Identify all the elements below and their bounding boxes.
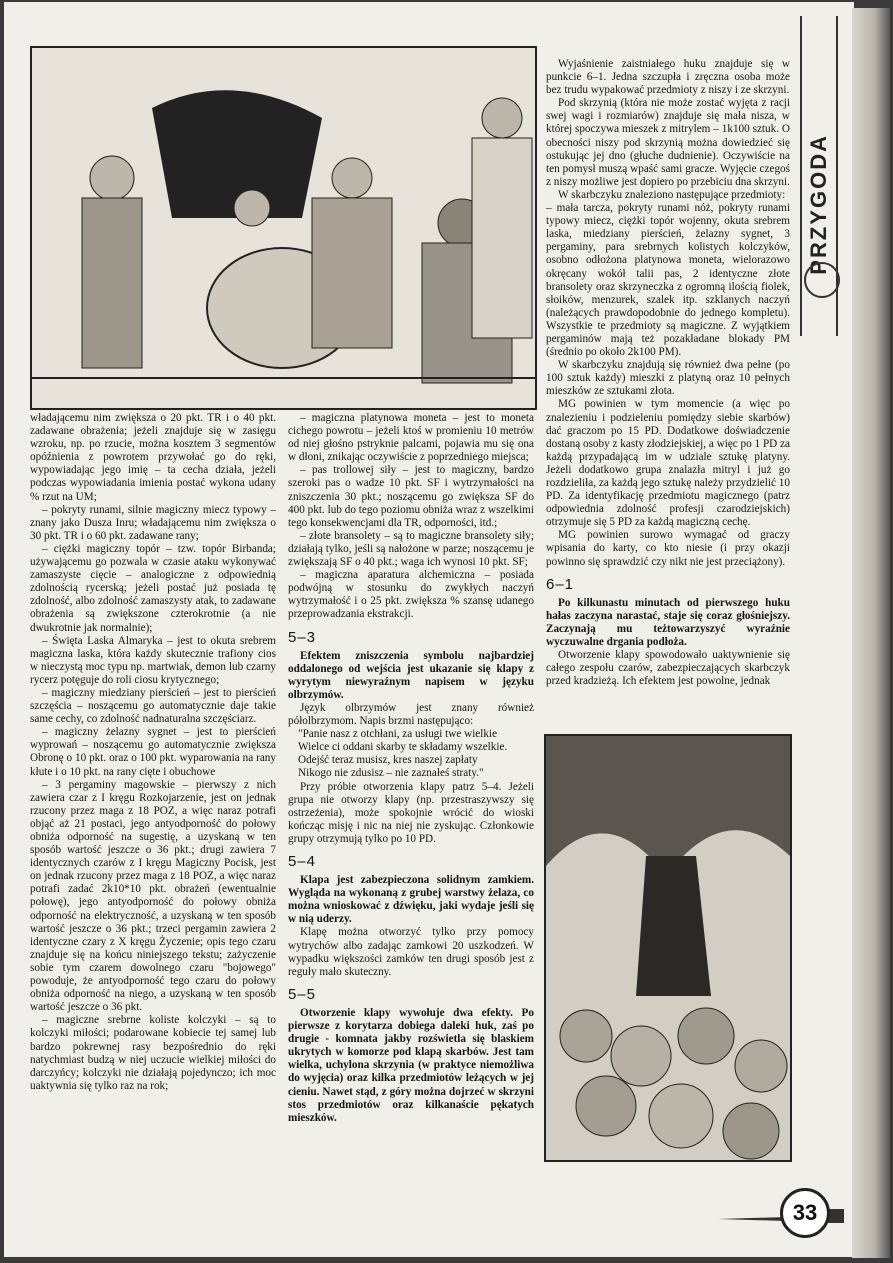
paragraph: Język olbrzymów jest znany również półolbrzymom. Napis brzmi następująco:: [288, 701, 534, 728]
poem-line: Odejść teraz musisz, kres naszej zapłaty: [298, 754, 478, 767]
illustration-cave-rocks: [544, 734, 792, 1162]
page-edge: [852, 8, 890, 1258]
page-number: 33: [780, 1188, 830, 1238]
paragraph: – Święta Laska Almaryka – jest to okuta srebrem magiczna laska, która każdy skutecznie trafiony cios w nieczystą moc typu np. martwiak, demon lub czarny rycerz potęguje do roli ciosu krytycznego;: [30, 634, 276, 686]
section-heading-5-5: 5–5: [288, 985, 317, 1003]
paragraph: Pod skrzynią (która nie może zostać wyjęta z racji swej wagi i rozmiarów) znajduje się mała nisza, w której spoczywa mieszek z mitrylem – 1k100 sztuk. O obecności niszy pod skrzynią można dowiedzieć się ostukując jej dno (głuche dudnienie). Oczywiście na ten pomysł muszą wpaść sami gracze. Wyjęcie czegoś z niszy możliwe jest dopiero po przebiciu dna skrzyni.: [546, 97, 790, 188]
paragraph: – magiczna platynowa moneta – jest to moneta cichego powrotu – jeżeli ktoś w promieniu 10 metrów od niej głośno pstryknie palcami, pojawia mu się ona w dłoni, znikając oczywiście z poprzedniego miejsca;: [288, 412, 534, 464]
paragraph: – magiczne srebrne koliste kolczyki – są to kolczyki miłości; podarowane kobiecie tej samej lub bardzo pokrewnej rasy bezpośrednio do ręki natychmiast budzą w niej uczucie wielkiej miłości do darczyńcy; kolczyki nie działają pojedynczo; ich moc uaktywnia się tylko raz na rok;: [30, 1014, 276, 1092]
paragraph: – pokryty runami, silnie magiczny miecz typowy – znany jako Dusza Inru; władającemu nim zwiększa o 30 pkt. TR i o 60 pkt. zadawane rany;: [30, 503, 276, 542]
book-page: [4, 2, 854, 1257]
section-lead: Po kilkunastu minutach od pierwszego huku hałas zaczyna narastać, staje się coraz głośniejszy. Zaczynają mu teżtowarzyszyć wyraźnie wyczuwalne drgania podłoża.: [546, 596, 790, 649]
column-middle: [288, 412, 534, 1125]
section-heading-5-4: 5–4: [288, 853, 317, 870]
illustration-adventurers: [30, 46, 537, 410]
adventurers-drawing: [32, 48, 535, 408]
paragraph: – magiczna aparatura alchemiczna – posiada podwójną w stosunku do zwykłych naczyń wytrzymałość i o 25 pkt. zwiększa % szansę udanego przeprowadzania ekstrakcji.: [288, 569, 534, 621]
paragraph: – 3 pergaminy magowskie – pierwszy z nich zawiera czar z I kręgu Rozkojarzenie, jest on jednak rzucony przez maga z 18 POZ, a więc naraz potrafi objąć aż 21 postaci, jego antyodporność do połowy obniża odporność na sugestię, a uzyskaną w ten sposób wartość jeszcze o 36 pkt.; drugi zawiera 7 identycznych czarów z I kręgu Magiczny Pocisk, jest on jednak rzucony przez maga z 18 POZ, a więc naraz potrafi zadać 2k10*10 pkt. obrażeń (ewentualnie połowę), jego antyodporność do połowy obniża odporność na elektryczność, a uzyskaną w ten sposób wartość jeszcze o 36 pkt.; trzeci pergamin zawiera 2 identyczne czary z X kręgu Życzenie; opis tego czaru znajduje się na końcu niniejszego tekstu; zażyczenie sobie tym czarem dowolnego czaru "bojowego" powoduje, że antyodporność tego czaru do połowy obniża odporność na niego, a uzyskaną w ten sposób wartość jeszcze o 36 pkt.: [30, 778, 276, 1014]
sidebar-label: PRZYGODA: [806, 134, 831, 275]
paragraph: Otworzenie klapy spowodowało uaktywnienie się całego zespołu czarów, zabezpieczających skarbczyk przed kradzieżą. Ich efektem jest powolne, jednak: [546, 649, 790, 688]
paragraph: – pas trollowej siły – jest to magiczny, bardzo szeroki pas o wadze 10 pkt. SF i wytrzymałości na zniszczenia 30 pkt.; noszącemu go zwiększa SF do 400 pkt. lub do tego poziomu obniża wraz z wszelkimi tego konsekwencjami dla TR, odporności, itd.;: [288, 464, 534, 529]
poem-line: Wielce ci oddani skarby te składamy wszelkie.: [298, 741, 508, 754]
section-lead: Otworzenie klapy wywołuje dwa efekty. Po pierwsze z korytarza dobiega daleki huk, zaś po drugie - komnata jakby rozświetla się blaskiem ukrytych w komorze pod klapą skarbów. Jest tam wielka, uchylona skrzynia (w praktyce niemożliwa do wyjęcia) oraz kilka przedmiotów leżących w jej cieniu. Nawet stąd, z góry można dojrzeć w skrzyni stos przedmiotów oraz kilkanaście pękatych mieszków.: [288, 1006, 534, 1124]
celtic-knot-icon: [804, 262, 840, 298]
section-lead: Efektem zniszczenia symbolu najbardziej oddalonego od wejścia jest ukazanie się klapy z wyrytym niewyraźnym napisem w języku olbrzymów.: [288, 649, 534, 701]
paragraph: W skarbczyku znaleziono następujące przedmioty:: [558, 188, 786, 201]
column-right: [546, 58, 790, 688]
paragraph: Wyjaśnienie zaistniałego huku znajduje się w punkcie 6–1. Jedna szczupła i zręczna osoba może bez trudu wypakować przedmioty z niszy i ze skrzyni.: [546, 58, 790, 97]
poem-line: Nikogo nie zdusisz – nie zaznałeś straty.": [298, 767, 484, 780]
sidebar-line: [800, 16, 802, 336]
paragraph: MG powinien surowo wymagać od graczy wpisania do karty, co kto niesie (i przy okazji powinno się sprawdzić czy nikt nie jest przeciążony).: [546, 529, 790, 568]
paragraph: – złote bransolety – są to magiczne bransolety siły; działają tylko, jeśli są nałożone w parze; noszącemu je zwiększają SF o 40 pkt.; waga ich wynosi 10 pkt. SF;: [288, 529, 534, 569]
paragraph: MG powinien w tym momencie (a więc po znalezieniu i podzieleniu pomiędzy siebie skarbów) dać graczom po 15 PD. Dodatkowe doświadczenie dostaną osoby z kasty złodziejskiej, a więc po 1 PD za każdą przypadającą im w udziale sztukę platyny. Jeżeli dodatkowo grupa znalazła mitryl i już go rozdzieliła, za każdą jego sztukę należy przydzielić 10 PD. Za identyfikację przedmiotu magicznego (patrz odpowiednia zdolność profesji czarodziejskich) otrzymuje się 5 PD za każdą magiczną cechę.: [546, 398, 790, 529]
paragraph: – mała tarcza, pokryty runami nóż, pokryty runami typowy miecz, ciężki topór wojenny, okuta srebrem laska, miedziany pierścień, żelazny sygnet, 3 pergaminy, para srebrnych kolistych kolczyków, osobno odłożona platynowa moneta, wielorazowo okręcany wokół talii pas, 2 identyczne złote bransolety oraz skrzyneczka z ogromną ilością fiolek, słoików, menzurek, szalek itp. szklanych naczyń (należących prawdopodobnie do jednego kompletu). Wszystkie te przedmioty są magiczne. Z wyjątkiem pergaminów mają też pozakładane blokady PM (średnio po około 2k100 PM).: [546, 202, 790, 359]
paragraph: – ciężki magiczny topór – tzw. topór Birbanda; używającemu go pozwala w czasie ataku wykonywać zamaszyste cięcie – analogiczne z odpowiednią zdolnością rycerską; jeżeli postać już posiada tę zdolność, albo zdolność zamaszysty atak, to zadawane obrażenia są zwiększone czterokrotnie (a nie dwukrotnie jak normalnie);: [30, 542, 276, 634]
paragraph: – magiczny miedziany pierścień – jest to pierścień szczęścia – noszącemu go automatycznie daje takie same cechy, co zdolność nadnaturalna szczęściarz.: [30, 686, 276, 726]
paragraph: Przy próbie otworzenia klapy patrz 5–4. Jeżeli grupa nie otworzy klapy (np. przestraszywszy się ostrzeżenia), może spokojnie wrócić do wioski kończąc misję i nic na niej nie zyskując. Członkowie grupy otrzymują tylko po 10 PD.: [288, 780, 534, 845]
section-heading-6-1: 6–1: [546, 575, 575, 593]
section-heading-5-3: 5–3: [288, 628, 317, 646]
paragraph: Klapę można otworzyć tylko przy pomocy wytrychów albo zadając zamkowi 20 uszkodzeń. W wypadku większości zamków ten drugi sposób jest z reguły mało skuteczny.: [288, 926, 534, 978]
paragraph: – magiczny żelazny sygnet – jest to pierścień wyprowań – noszącemu go automatycznie zwiększa Obronę o 10 pkt. oraz o 100 pkt. wyparowania na rany kłute i o 10 pkt. na rany cięte i obuchowe: [30, 726, 276, 778]
cave-drawing: [546, 736, 790, 1160]
column-left: [30, 412, 276, 1093]
sidebar-ornament: [800, 16, 840, 346]
poem-line: "Panie nasz z otchłani, za usługi twe wielkie: [298, 728, 498, 741]
paragraph: W skarbczyku znajdują się również dwa pełne (po 100 sztuk każdy) mieszki z platyną oraz 10 pełnych mieszków ze sztukami złota.: [546, 359, 790, 398]
paragraph: władającemu nim zwiększa o 20 pkt. TR i o 40 pkt. zadawane obrażenia; jeżeli znajduje się w zasięgu wzroku, np. po rzucie, można kosztem 3 segmentów opóźnienia z powrotem przywołać go do ręki, wypowiadając jego imię – ta cecha działa, jeżeli podczas wypowiadania imienia postać wykona udany % rzut na UM;: [30, 412, 276, 503]
section-lead: Klapa jest zabezpieczona solidnym zamkiem. Wygląda na wykonaną z grubej warstwy żelaza, co można wnioskować z dźwięku, jaki wydaje jeśli się w nią uderzy.: [288, 874, 534, 926]
